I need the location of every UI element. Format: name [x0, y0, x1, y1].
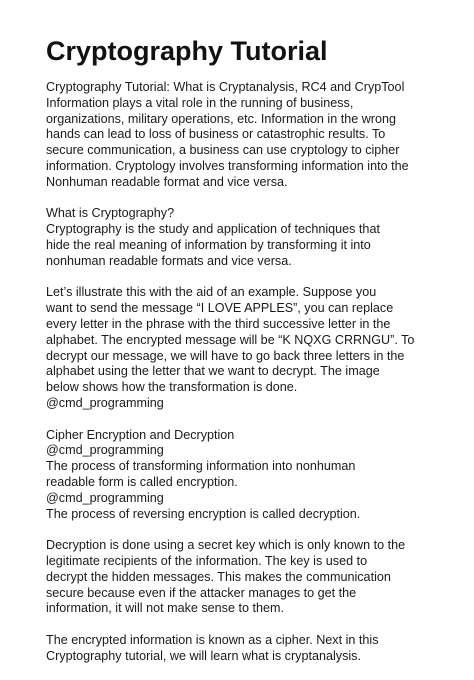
- text-line: information, it will not make sense to them.: [46, 601, 284, 616]
- text-line: alphabet. The encrypted message will be “K NQXG CRRNGU”. To: [46, 332, 415, 347]
- text-line: The encrypted information is known as a cipher. Next in this: [46, 632, 379, 647]
- text-line: Cryptography tutorial, we will learn what is cryptanalysis.: [46, 648, 361, 663]
- text-line: Decryption is done using a secret key which is only known to the: [46, 538, 406, 553]
- text-line: @cmd_programming: [46, 443, 164, 458]
- paragraph: [46, 285, 446, 411]
- text-line: organizations, military operations, etc. Information in the wrong: [46, 111, 396, 126]
- text-line: @cmd_programming: [46, 490, 164, 505]
- text-line: Cryptography Tutorial: What is Cryptanalysis, RC4 and CrypTool: [46, 80, 405, 94]
- text-line: What is Cryptography?: [46, 206, 175, 221]
- text-line: decrypt the hidden messages. This makes the communication: [46, 569, 391, 584]
- text-line: decrypt our message, we will have to go back three letters in the: [46, 348, 405, 363]
- text-line: Cipher Encryption and Decryption: [46, 427, 235, 442]
- text-line: secure because even if the attacker manages to get the: [46, 585, 357, 600]
- text-line: legitimate recipients of the information. The key is used to: [46, 553, 368, 568]
- document-body: [46, 80, 446, 680]
- text-line: want to send the message “I LOVE APPLES”, you can replace: [46, 301, 394, 316]
- text-line: alphabet using the letter that we want to decrypt. The image: [46, 364, 380, 379]
- text-line: The process of reversing encryption is called decryption.: [46, 506, 361, 521]
- paragraph: [46, 633, 446, 665]
- text-line: Cryptography is the study and application of techniques that: [46, 222, 380, 237]
- text-line: secure communication, a business can use cryptology to cipher: [46, 143, 400, 158]
- paragraph: [46, 80, 446, 191]
- text-line: Nonhuman readable format and vice versa.: [46, 174, 288, 189]
- text-line: every letter in the phrase with the third successive letter in the: [46, 316, 391, 331]
- paragraph: [46, 538, 446, 617]
- text-line: below shows how the transformation is done.: [46, 380, 298, 395]
- text-line: nonhuman readable formats and vice versa.: [46, 253, 292, 268]
- text-line: The process of transforming information into nonhuman: [46, 459, 356, 474]
- paragraph: [46, 428, 446, 523]
- text-line: readable form is called encryption.: [46, 474, 238, 489]
- page-title: Cryptography Tutorial: [46, 36, 328, 66]
- text-line: hide the real meaning of information by transforming it into: [46, 237, 371, 252]
- text-line: Let’s illustrate this with the aid of an example. Suppose you: [46, 285, 377, 300]
- text-line: hands can lead to loss of business or catastrophic results. To: [46, 127, 386, 142]
- text-line: information. Cryptology involves transforming information into the: [46, 158, 409, 173]
- text-line: @cmd_programming: [46, 395, 164, 410]
- paragraph: [46, 206, 446, 269]
- text-line: Information plays a vital role in the running of business,: [46, 95, 354, 110]
